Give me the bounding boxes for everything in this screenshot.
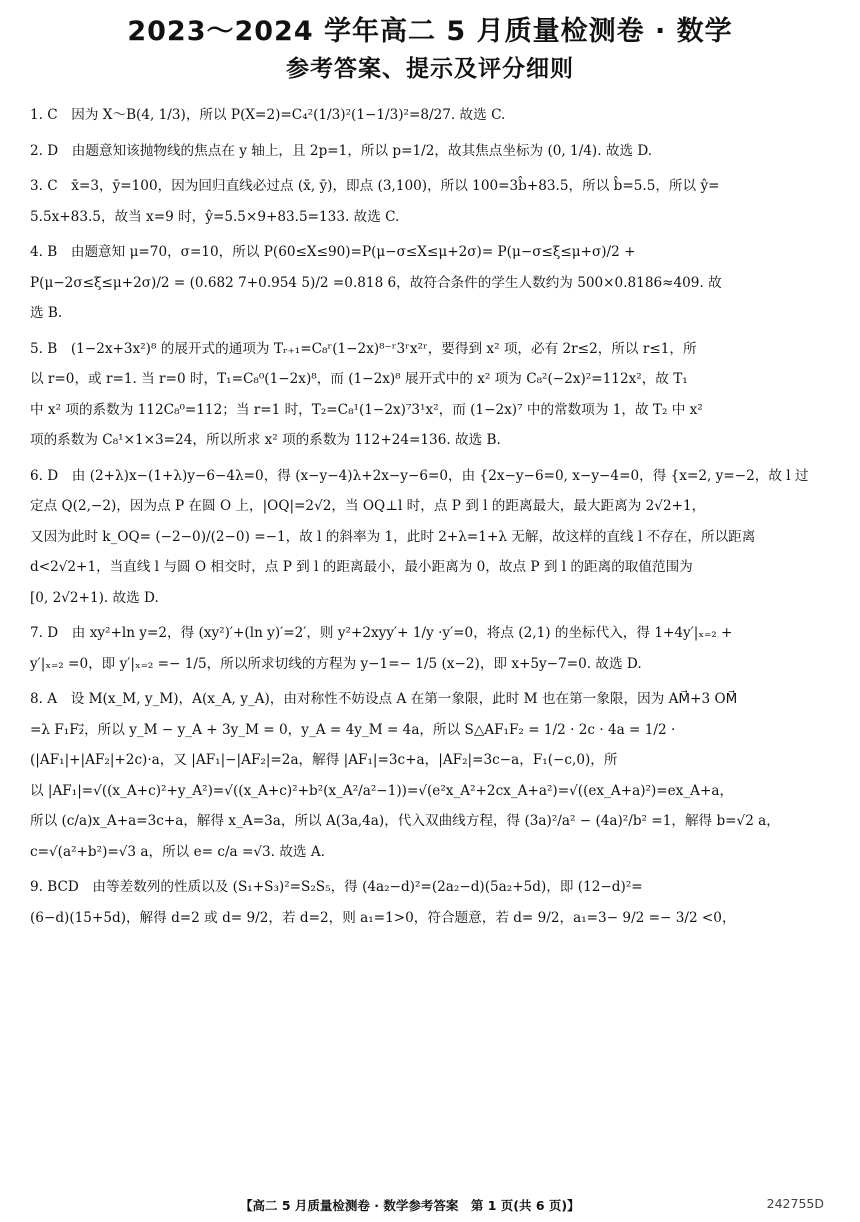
page-footer (0, 1196, 860, 1222)
footer-page-info: 【高二 5 月质量检测卷 · 数学参考答案 第 1 页(共 6 页)】 (240, 1198, 580, 1213)
footer-code: 242755D (766, 1196, 824, 1211)
answer-line: 4. B 由题意知 μ=70，σ=10，所以 P(60≤X≤90)=P(μ−σ≤X≤μ+2σ)= P(μ−σ≤ξ≤μ+σ)/2 + (30, 244, 636, 260)
answer-list (30, 100, 830, 933)
answer-item-2 (30, 136, 830, 167)
answer-line: 选 B. (30, 305, 63, 321)
answer-line: =λ F₁F₂⃗，所以 y_M − y_A + 3y_M = 0，y_A = 4y_M = 4a，所以 S△AF₁F₂ = 1/2 · 2c · 4a = 1/2 · (30, 721, 676, 738)
answer-line: d<2√2+1，当直线 l 与圆 O 相交时，点 P 到 l 的距离最小，最小距离为 0，故点 P 到 l 的距离的取值范围为 (30, 559, 693, 575)
answer-line: 以 |AF₁|=√((x_A+c)²+y_A²)=√((x_A+c)²+b²(x_A²/a²−1))=√(e²x_A²+2cx_A+a²)=√((ex_A+a)²)=ex_A+a， (30, 782, 734, 799)
answer-line: 8. A 设 M(x_M, y_M)，A(x_A, y_A)，由对称性不妨设点 A 在第一象限，此时 M 也在第一象限，因为 AM⃗+3 OM⃗ (30, 691, 738, 707)
answer-item-7 (30, 618, 830, 679)
answer-line: 5. B (1−2x+3x²)⁸ 的展开式的通项为 Tᵣ₊₁=C₈ʳ(1−2x)⁸⁻ʳ3ʳx²ʳ，要得到 x² 项，必有 2r≤2，所以 r≤1，所 (30, 340, 697, 357)
answer-line: 定点 Q(2,−2)，因为点 P 在圆 O 上，|OQ|=2√2，当 OQ⊥l 时，点 P 到 l 的距离最大，最大距离为 2√2+1， (30, 498, 706, 514)
answer-line: 6. D 由 (2+λ)x−(1+λ)y−6−4λ=0，得 (x−y−4)λ+2x−y−6=0，由 {2x−y−6=0, x−y−4=0，得 {x=2, y=−2，故 l 过 (30, 467, 809, 484)
answer-line: 2. D 由题意知该抛物线的焦点在 y 轴上，且 2p=1，所以 p=1/2，故其焦点坐标为 (0, 1/4). 故选 D. (30, 142, 653, 159)
document-title: 2023～2024 学年高二 5 月质量检测卷 · 数学 (127, 16, 733, 47)
answer-line: 3. C x̄=3，ȳ=100，因为回归直线必过点 (x̄, ȳ)，即点 (3,100)，所以 100=3b̂+83.5，所以 b̂=5.5，所以 ŷ= (30, 178, 720, 194)
answer-item-5 (30, 334, 830, 456)
answer-line: 1. C 因为 X～B(4, 1/3)，所以 P(X=2)=C₄²(1/3)²(1−1/3)²=8/27. 故选 C. (30, 107, 506, 123)
answer-line: P(μ−2σ≤ξ≤μ+2σ)/2 = (0.682 7+0.954 5)/2 =0.818 6，故符合条件的学生人数约为 500×0.8186≈409. 故 (30, 274, 722, 291)
answer-line: c=√(a²+b²)=√3 a，所以 e= c/a =√3. 故选 A. (30, 843, 325, 860)
answer-line: 5.5x+83.5，故当 x=9 时，ŷ=5.5×9+83.5=133. 故选 C. (30, 208, 400, 225)
answer-item-1 (30, 100, 830, 131)
answer-item-3 (30, 171, 830, 232)
answer-item-4 (30, 237, 830, 329)
answer-line: (|AF₁|+|AF₂|+2c)·a，又 |AF₁|−|AF₂|=2a，解得 |AF₁|=3c+a，|AF₂|=3c−a，F₁(−c,0)，所 (30, 752, 618, 768)
answer-line: 以 r=0，或 r=1. 当 r=0 时，T₁=C₈⁰(1−2x)⁸，而 (1−2x)⁸ 展开式中的 x² 项为 C₈²(−2x)²=112x²，故 T₁ (30, 371, 688, 387)
answer-line: [0, 2√2+1). 故选 D. (30, 589, 159, 606)
answer-line: 所以 (c/a)x_A+a=3c+a，解得 x_A=3a，所以 A(3a,4a)，代入双曲线方程，得 (3a)²/a² − (4a)²/b² =1，解得 b=√2 a， (30, 813, 780, 829)
answer-line: 项的系数为 C₈¹×1×3=24，所以所求 x² 项的系数为 112+24=136. 故选 B. (30, 432, 501, 448)
answer-line: (6−d)(15+5d)，解得 d=2 或 d= 9/2，若 d=2，则 a₁=1>0，符合题意，若 d= 9/2，a₁=3− 9/2 =− 3/2 <0， (30, 909, 736, 926)
answer-line: 又因为此时 k_OQ= (−2−0)/(2−0) =−1，故 l 的斜率为 1，此时 2+λ=1+λ 无解，故这样的直线 l 不存在，所以距离 (30, 528, 756, 545)
answer-item-9 (30, 872, 830, 933)
answer-line: 7. D 由 xy²+ln y=2，得 (xy²)′+(ln y)′=2′，则 y²+2xyy′+ 1/y ·y′=0，将点 (2,1) 的坐标代入，得 1+4y′|ₓ₌₂ + (30, 625, 733, 641)
answer-item-8 (30, 684, 830, 867)
answer-line: 9. BCD 由等差数列的性质以及 (S₁+S₃)²=S₂S₅，得 (4a₂−d)²=(2a₂−d)(5a₂+5d)，即 (12−d)²= (30, 879, 643, 895)
answer-line: y′|ₓ₌₂ =0，即 y′|ₓ₌₂ =− 1/5，所以所求切线的方程为 y−1=− 1/5 (x−2)，即 x+5y−7=0. 故选 D. (30, 655, 642, 672)
answer-line: 中 x² 项的系数为 112C₈⁰=112；当 r=1 时，T₂=C₈¹(1−2x)⁷3¹x²，而 (1−2x)⁷ 中的常数项为 1，故 T₂ 中 x² (30, 401, 703, 418)
answer-item-6 (30, 461, 830, 614)
document-subtitle: 参考答案、提示及评分细则 (286, 56, 574, 82)
